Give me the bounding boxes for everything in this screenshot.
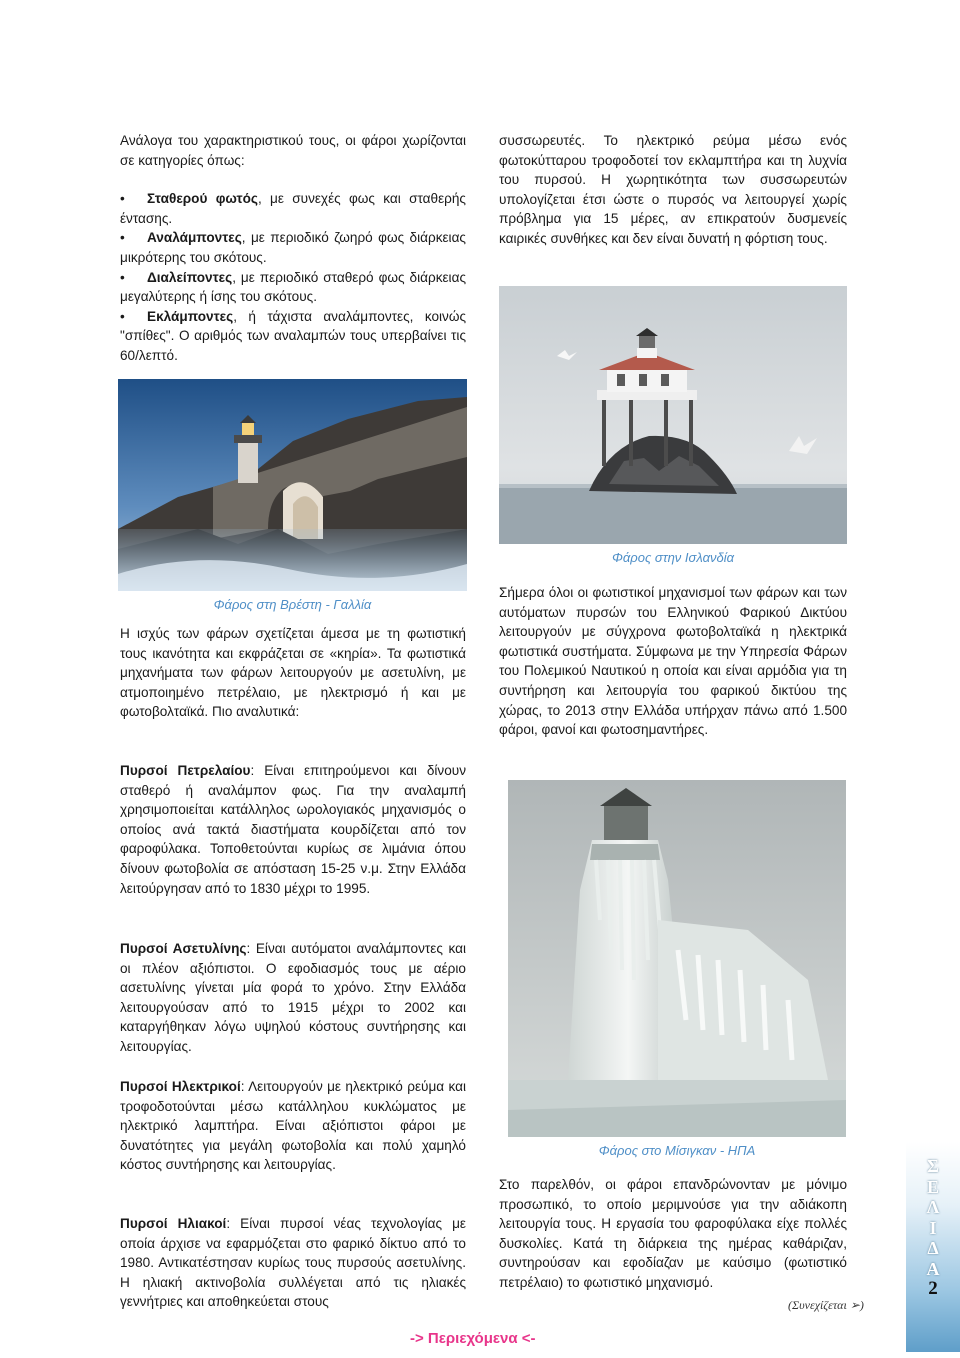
category-term: Σταθερού φωτός — [147, 191, 258, 207]
electric-title: Πυρσοί Ηλεκτρικοί — [120, 1079, 241, 1094]
past-paragraph: Στο παρελθόν, οι φάροι επανδρώνονταν με μόνιμο προσωπικό, το οποίο μεριμνούσε για την αδιάκοπη λειτουργία τους. Η εργασία του φαροφύλακα είχε πολλές δυσκολίες. Κατά τη διάρκεια της ημέρας καθάριζαν, συντηρούσαν και εφοδίαζαν με καύσιμο (φωτιστικό πετρέλαιο) το φωτιστικό μηχανισμό. — [499, 1177, 847, 1290]
left-intro-block — [120, 131, 466, 366]
photo-michigan-lighthouse — [508, 780, 846, 1137]
category-list — [120, 189, 466, 365]
acetylene-block — [120, 939, 466, 1057]
list-item — [120, 307, 466, 366]
oil-desc: : Είναι επιτηρούμενοι και δίνουν σταθερό ή αναλάμπον φως. Για την αναλαμπή χρησιμοποιείται κατάλληλος ωρολογιακός μηχανισμός ο οποίος ανά τακτά διαστήματα κουρδίζεται από τον φαροφύλακα. Τοποθετούνται κυρίως σε λιμάνια όπου δίνουν φωτοβολία σε απόσταση 15-25 ν.μ. Στην Ελλάδα λειτούργησαν από το 1830 μέχρι το 1995. — [120, 763, 466, 896]
page-letter: Δ — [927, 1238, 939, 1258]
table-of-contents-link[interactable]: -> Περιεχόμενα <- — [410, 1330, 536, 1347]
category-desc: , ή τάχιστα αναλάμποντες, κοινώς "σπίθες". Ο αριθμός των αναλαμπών τους υπερβαίνει τις 60/λεπτό. — [120, 308, 466, 363]
continued-paragraph: συσσωρευτές. Το ηλεκτρικό ρεύμα μέσω ενός φωτοκύτταρου τροφοδοτεί τον εκλαμπτήρα και τη λυχνία του πυρσού. Η χωρητικότητα των συσσωρευτών υπολογίζεται έτσι ώστε ο πυρσός να λειτουργεί χωρίς πρόβλημα για 15 μέρες, αν επικρατούν δυσμενείς καιρικές συνθήκες και δεν είναι δυνατή η φόρτιση τους. — [499, 133, 847, 246]
page-letter: Σ — [927, 1156, 939, 1176]
bullet-icon: • — [120, 269, 125, 285]
page-letter: Ε — [926, 1176, 939, 1197]
today-block — [499, 583, 847, 740]
bullet-icon: • — [120, 308, 125, 324]
intro-paragraph: Ανάλογα του χαρακτηριστικού τους, οι φάροι χωρίζονται σε κατηγορίες όπως: — [120, 133, 466, 168]
solar-block — [120, 1214, 466, 1312]
past-block — [499, 1175, 847, 1293]
caption-michigan: Φάρος στο Μίσιγκαν - ΗΠΑ — [598, 1143, 756, 1158]
solar-paragraph — [120, 1214, 466, 1312]
photo-brest-lighthouse — [118, 379, 467, 591]
bullet-icon: • — [120, 191, 125, 207]
acetylene-title: Πυρσοί Ασετυλίνης — [120, 941, 247, 956]
oil-block — [120, 761, 466, 898]
page-letter: Ι — [929, 1217, 937, 1238]
electric-block — [120, 1077, 466, 1175]
category-desc: , με συνεχές φως και σταθερής έντασης. — [120, 191, 466, 226]
page-letter: Λ — [926, 1197, 940, 1217]
category-term: Αναλάμποντες — [147, 230, 242, 246]
solar-desc: : Είναι πυρσοί νέας τεχνολογίας με οποία άρχισε να εφαρμόζεται στο φαρικό δίκτυο από το 1980. Αντικατέστησαν κυρίως τους πυρσούς ασετυλίνης. Η ηλιακή ακτινοβολία συλλέγεται από τις ηλιακές γεννήτριες και αποθηκεύεται στους — [120, 1216, 466, 1310]
list-item — [120, 189, 466, 228]
category-term: Διαλείποντες — [147, 269, 233, 285]
oil-title: Πυρσοί Πετρελαίου — [120, 763, 251, 778]
list-item — [120, 228, 466, 267]
bullet-icon: • — [120, 230, 125, 246]
category-term: Εκλάμποντες — [147, 308, 234, 324]
oil-paragraph — [120, 761, 466, 898]
caption-france: Φάρος στη Βρέστη - Γαλλία — [213, 597, 372, 612]
continued-block — [499, 131, 847, 249]
list-item — [120, 268, 466, 307]
acetylene-desc: : Είναι αυτόματοι αναλάμποντες και οι πλέον αξιόπιστοι. Ο εφοδιασμός τους με αέριο ασετυλίνης γίνεται μία φορά το χρόνο. Στην Ελλάδα λειτουργούσαν από το 1915 μέχρι το 2002 και καταργήθηκαν λόγω υψηλού κόστους συντήρησης και λειτουργίας. — [120, 941, 467, 1054]
continued-marker: (Συνεχίζεται ➢) — [788, 1298, 864, 1312]
page-number: 2 — [928, 1278, 938, 1299]
power-paragraph: Η ισχύς των φάρων σχετίζεται άμεσα με τη φωτιστική τους ικανότητα και εκφράζεται σε «κηρία». Τα φωτιστικά μηχανήματα των φάρων λειτουργούν με ασετυλίνη, με ατμοποιημένο πετρέλαιο, με ηλεκτρισμό ή και με φωτοβολταϊκά. Πιο αναλυτικά: — [120, 626, 466, 720]
electric-paragraph — [120, 1077, 466, 1175]
page-word — [906, 1156, 960, 1300]
photo-iceland-lighthouse — [499, 286, 847, 544]
page-sidebar — [906, 1142, 960, 1352]
caption-iceland: Φάρος στην Ισλανδία — [611, 550, 735, 565]
electric-desc: : Λειτουργούν με ηλεκτρικό ρεύμα και τροφοδοτούνται μέσω κατάλληλου κυκλώματος με ηλεκτρικό λαμπτήρα. Είναι αξιόπιστοι φάροι με δυνατότητες για μεγάλη φωτοβολία και πολύ χαμηλό κόστος συντήρησης και λειτουργίας. — [120, 1079, 466, 1173]
category-desc: , με περιοδικό σταθερό φως διάρκειας μεγαλύτερης ή ίσης του σκότους. — [120, 269, 466, 305]
acetylene-paragraph — [120, 939, 466, 1057]
solar-title: Πυρσοί Ηλιακοί — [120, 1216, 227, 1231]
power-block — [120, 624, 466, 722]
page-letter: Α — [926, 1258, 940, 1279]
category-desc: , με περιοδικό ζωηρό φως διάρκειας μικρότερης του σκότους. — [120, 230, 466, 265]
today-paragraph: Σήμερα όλοι οι φωτιστικοί μηχανισμοί των φάρων και των αυτόματων πυρσών του Ελληνικού Φαρικού Δικτύου λειτουργούν με σύγχρονα φωτοβολταϊκά η ηλεκτρικά φωτιστικά συστήματα. Σύμφωνα με την Υπηρεσία Φάρων του Πολεμικού Ναυτικού η οποία και είναι αρμόδια για τη συντήρηση και λειτουργία του φαρικού δικτύου της χώρας, το 2013 στην Ελλάδα υπήρχαν πάνω από 1.500 φάροι, φανοί και φωτοσημαντήρες. — [499, 585, 847, 738]
